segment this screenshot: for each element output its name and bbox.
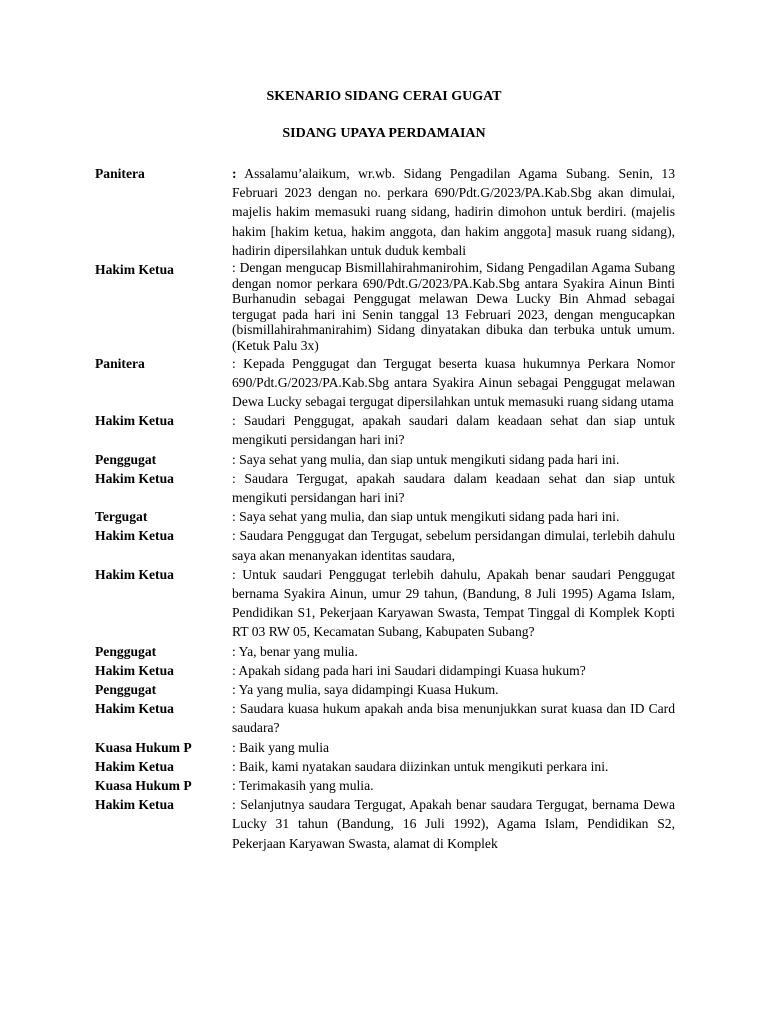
dialogue-entry	[95, 526, 675, 564]
speech-text	[232, 526, 675, 564]
speaker-label: Hakim Ketua	[95, 701, 174, 717]
speech-content: Ya, benar yang mulia.	[235, 643, 358, 659]
speech-colon: :	[232, 739, 236, 755]
dialogue-entry	[95, 642, 675, 661]
speech-content: Dengan mengucap Bismillahirahmanirohim, Sidang Pengadilan Agama Subang dengan nomor perkara 690/Pdt.G/2023/PA.Kab.Sbg antara Syakira Ainun Binti Burhanudin sebagai Penggugat melawan Dewa Lucky Bin Ahmad sebagai tergugat pada hari ini Senin tanggal 13 Februari 2023, dengan mengucapkan (bismillahirahmanirahim) Sidang dinyatakan dibuka dan terbuka untuk umum. (Ketuk Palu 3x)	[232, 260, 675, 353]
document-subtitle: SIDANG UPAYA PERDAMAIAN	[282, 126, 486, 141]
speaker-label: Panitera	[95, 166, 145, 181]
speech-text	[232, 164, 675, 260]
speech-colon: :	[232, 682, 236, 698]
speech-text	[232, 260, 675, 354]
speaker-label: Penggugat	[95, 682, 157, 698]
dialogue-transcript	[95, 164, 675, 853]
speech-colon: :	[232, 778, 236, 794]
dialogue-entry	[95, 354, 675, 412]
speech-content: Ya yang mulia, saya didampingi Kuasa Hukum.	[235, 682, 499, 698]
speech-text	[232, 450, 675, 469]
speech-content: Saudara Tergugat, apakah saudara dalam keadaan sehat dan siap untuk mengikuti persidangan hari ini?	[232, 470, 675, 505]
speaker-label: Kuasa Hukum P	[95, 739, 192, 755]
speech-colon: :	[232, 701, 236, 717]
speech-colon: :	[232, 355, 236, 371]
speech-content: Saya sehat yang mulia, dan siap untuk mengikuti sidang pada hari ini.	[235, 451, 620, 467]
dialogue-entry	[95, 680, 675, 699]
document-title: SKENARIO SIDANG CERAI GUGAT	[266, 89, 502, 104]
dialogue-entry	[95, 661, 675, 680]
speech-text	[232, 642, 675, 661]
speech-colon: :	[232, 758, 236, 774]
speaker-label: Hakim Ketua	[95, 470, 174, 486]
speech-content: Baik, kami nyatakan saudara diizinkan untuk mengikuti perkara ini.	[235, 758, 609, 774]
speech-content: Saudari Penggugat, apakah saudari dalam keadaan sehat dan siap untuk mengikuti persidangan hari ini?	[232, 413, 675, 448]
speech-content: Saya sehat yang mulia, dan siap untuk mengikuti sidang pada hari ini.	[235, 509, 620, 525]
speaker-label: Hakim Ketua	[95, 797, 174, 813]
speech-colon: :	[232, 643, 236, 659]
speaker-label: Hakim Ketua	[95, 262, 174, 278]
speech-content: Assalamu’alaikum, wr.wb. Sidang Pengadilan Agama Subang. Senin, 13 Februari 2023 dengan no. perkara 690/Pdt.G/2023/PA.Kab.Sbg akan dimulai, majelis hakim memasuki ruang sidang, hadirin dimohon untuk berdiri. (majelis hakim [hakim ketua, hakim anggota, dan hakim anggota] masuk ruang sidang), hadirin dipersilahkan untuk duduk kembali	[232, 166, 675, 258]
speaker-label: Penggugat	[95, 643, 157, 659]
speech-colon: :	[232, 566, 236, 582]
speech-colon: :	[232, 166, 237, 181]
dialogue-entry	[95, 507, 675, 526]
speaker-label: Kuasa Hukum P	[95, 778, 192, 794]
dialogue-entry	[95, 260, 675, 354]
speaker-label: Panitera	[95, 355, 145, 371]
dialogue-entry	[95, 450, 675, 469]
speech-colon: :	[232, 662, 236, 678]
speech-colon: :	[232, 451, 236, 467]
dialogue-entry	[95, 411, 675, 449]
speech-content: Untuk saudari Penggugat terlebih dahulu, Apakah benar saudari Penggugat bernama Syakira Ainun, umur 29 tahun, (Bandung, 8 Juli 1995) Agama Islam, Pendidikan S1, Pekerjaan Karyawan Swasta, Tempat Tinggal di Komplek Kopti RT 03 RW 05, Kecamatan Subang, Kabupaten Subang?	[232, 566, 675, 640]
speech-colon: :	[232, 797, 236, 813]
dialogue-entry	[95, 776, 675, 795]
speaker-label: Hakim Ketua	[95, 528, 174, 544]
speech-content: Apakah sidang pada hari ini Saudari didampingi Kuasa hukum?	[235, 662, 586, 678]
speaker-label: Hakim Ketua	[95, 566, 174, 582]
speech-colon: :	[232, 509, 236, 525]
speech-colon: :	[232, 470, 236, 486]
speech-colon: :	[232, 413, 236, 429]
speech-text	[232, 354, 675, 412]
dialogue-entry	[95, 699, 675, 737]
dialogue-entry	[95, 757, 675, 776]
speaker-label: Tergugat	[95, 509, 148, 525]
speech-text	[232, 661, 675, 680]
dialogue-entry	[95, 164, 675, 260]
dialogue-entry	[95, 469, 675, 507]
speaker-label: Penggugat	[95, 451, 157, 467]
speaker-label: Hakim Ketua	[95, 662, 174, 678]
speech-text	[232, 411, 675, 449]
speech-text	[232, 565, 675, 642]
speech-content: Baik yang mulia	[235, 739, 330, 755]
speech-content: Terimakasih yang mulia.	[235, 778, 374, 794]
speech-text	[232, 757, 675, 776]
dialogue-entry	[95, 738, 675, 757]
speech-colon: :	[232, 260, 236, 276]
speaker-label: Hakim Ketua	[95, 413, 174, 429]
speech-text	[232, 699, 675, 737]
speech-content: Saudara kuasa hukum apakah anda bisa menunjukkan surat kuasa dan ID Card saudara?	[232, 701, 675, 736]
speaker-label: Hakim Ketua	[95, 758, 174, 774]
speech-colon: :	[232, 528, 236, 544]
speech-text	[232, 738, 675, 757]
speech-content: Kepada Penggugat dan Tergugat beserta kuasa hukumnya Perkara Nomor 690/Pdt.G/2023/PA.Kab.Sbg antara Syakira Ainun sebagai Penggugat melawan Dewa Lucky sebagai tergugat dipersilahkan untuk memasuki ruang sidang utama	[232, 355, 675, 409]
speech-text	[232, 795, 675, 853]
speech-text	[232, 776, 675, 795]
speech-text	[232, 680, 675, 699]
speech-text	[232, 507, 675, 526]
dialogue-entry	[95, 565, 675, 642]
speech-text	[232, 469, 675, 507]
speech-content: Saudara Penggugat dan Tergugat, sebelum persidangan dimulai, terlebih dahulu saya akan menanyakan identitas saudara,	[232, 528, 675, 563]
speech-content: Selanjutnya saudara Tergugat, Apakah benar saudara Tergugat, bernama Dewa Lucky 31 tahun (Bandung, 16 Juli 1992), Agama Islam, Pendidikan S2, Pekerjaan Karyawan Swasta, alamat di Komplek	[232, 797, 675, 851]
dialogue-entry	[95, 795, 675, 853]
